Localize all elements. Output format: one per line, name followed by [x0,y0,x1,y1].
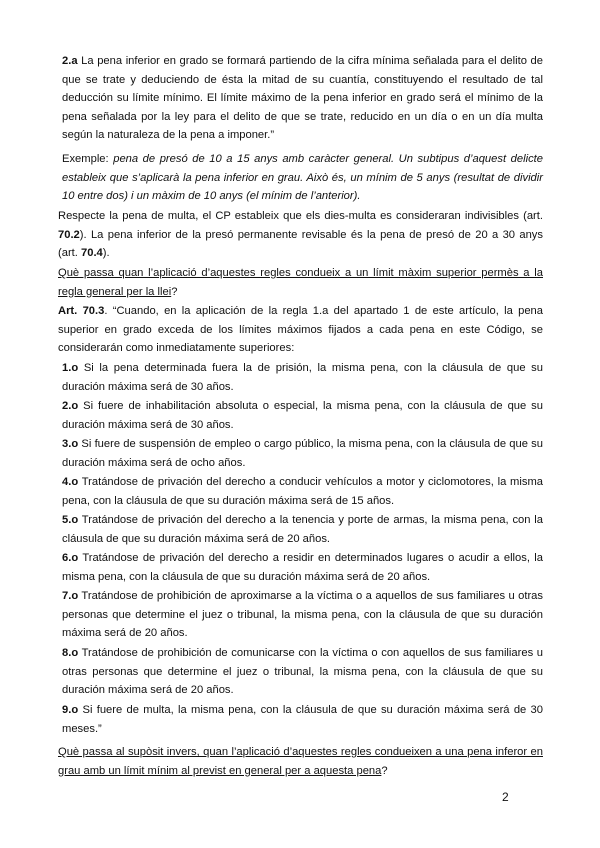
item-number: 7.o [62,590,79,602]
list-item [62,549,543,586]
article-ref: Art. 70.3 [58,305,105,317]
example-paragraph [62,150,543,206]
list-item [62,587,543,643]
list-item [62,397,543,434]
question-text: Què passa quan l’aplicació d’aquestes regles condueix a un límit màxim superior permès a la regla general per la llei [58,267,543,298]
list-item [62,644,543,700]
item-text: Si fuere de suspensión de empleo o cargo público, la misma pena, con la cláusula de que su duración máxima será de ocho años. [62,438,543,469]
item-number: 1.o [62,362,79,374]
question-mark: ? [381,764,388,777]
item-number: 3.o [62,438,79,450]
question-mark: ? [171,285,178,298]
item-text: Si fuere de inhabilitación absoluta o especial, la misma pena, con la cláusula de que su duración máxima será de 30 años. [62,400,543,431]
item-number: 2.o [62,400,79,412]
item-text: Si fuere de multa, la misma pena, con la cláusula de que su duración máxima será de 30 meses.” [62,704,543,735]
item-text: Si la pena determinada fuera la de prisión, la misma pena, con la cláusula de que su duración máxima será de 30 años. [62,362,544,393]
example-text: pena de presó de 10 a 15 anys amb caràcter general. Un subtipus d’aquest delicte estableix que s’aplicarà la pena inferior en grau. Això és, un mínim de 5 anys (resultat de dividir 10 entre dos) i un màxim de 10 anys (el mínim de l’anterior). [62,153,543,202]
item-text: Tratándose de prohibición de comunicarse con la víctima o con aquellos de sus familiares u otras personas que determine el juez o tribunal, la misma pena, con la cláusula de que su duración máxima será de 20 años. [62,647,544,696]
item-text: Tratándose de privación del derecho a la tenencia y porte de armas, la misma pena, con la cláusula de que su duración máxima será de 20 años. [62,514,544,545]
item-number: 9.o [62,704,79,716]
article-ref: 70.4 [81,247,103,259]
list-item [62,435,543,472]
item-number: 6.o [62,552,79,564]
paragraph-2a [62,52,543,145]
page-number: 2 [502,790,509,804]
question-text: Què passa al supòsit invers, quan l’aplicació d’aquestes regles condueixen a una pena inferor en grau amb un límit mínim al previst en general per a aquesta pena [58,746,543,777]
question-1 [58,264,543,301]
article-ref: 70.2 [58,228,80,241]
item-text: Tratándose de privación del derecho a residir en determinados lugares o acudir a ellos, la misma pena, con la cláusula de que su duración máxima será de 20 años. [62,552,543,583]
paragraph-text: La pena inferior en grado se formará partiendo de la cifra mínima señalada para el delito de que se trate y deduciendo de ésta la mitad de su cuantía, constituyendo el resultado de tal deducción su límite mínimo. El límite máximo de la pena inferior en grado será el mínimo de la pena señalada por la ley para el delito de que se trate, reducido en un día o en un día multa según la naturaleza de la pena a imponer.” [62,55,543,141]
item-text: Tratándose de prohibición de aproximarse a la víctima o a aquellos de sus familiares u otras personas que determine el juez o tribunal, la misma pena, con la cláusula de que su duración máxima será de 20 años. [62,590,544,639]
item-number: 8.o [62,647,79,659]
respecte-text-1: Respecte la pena de multa, el CP estableix que els dies-multa es consideraran indivisibles (art. [58,210,543,222]
item-text: Tratándose de privación del derecho a conducir vehículos a motor y ciclomotores, la misma pena, con la cláusula de que su duración máxima será de 15 años. [62,476,543,507]
question-2 [58,743,543,780]
list-item [62,359,543,396]
item-number: 2.a [62,55,78,67]
item-number: 4.o [62,476,79,488]
list-item [62,701,543,738]
list-item [62,473,543,510]
art-70-3-paragraph [58,302,543,358]
respecte-paragraph [58,207,543,263]
item-number: 5.o [62,514,79,526]
example-label: Exemple: [62,153,109,165]
list-item [62,511,543,548]
art-text: . “Cuando, en la aplicación de la regla 1.a del apartado 1 de este artículo, la pena superior en grado exceda de los límites máximos fijados a cada pena en este Código, se considerarán como inmediatamente superiores: [58,305,543,354]
respecte-text-3: ). [102,247,110,259]
respecte-text-2: ). La pena inferior de la presó permanente revisable és la pena de presó de 20 a 30 anys (art. [58,228,543,259]
